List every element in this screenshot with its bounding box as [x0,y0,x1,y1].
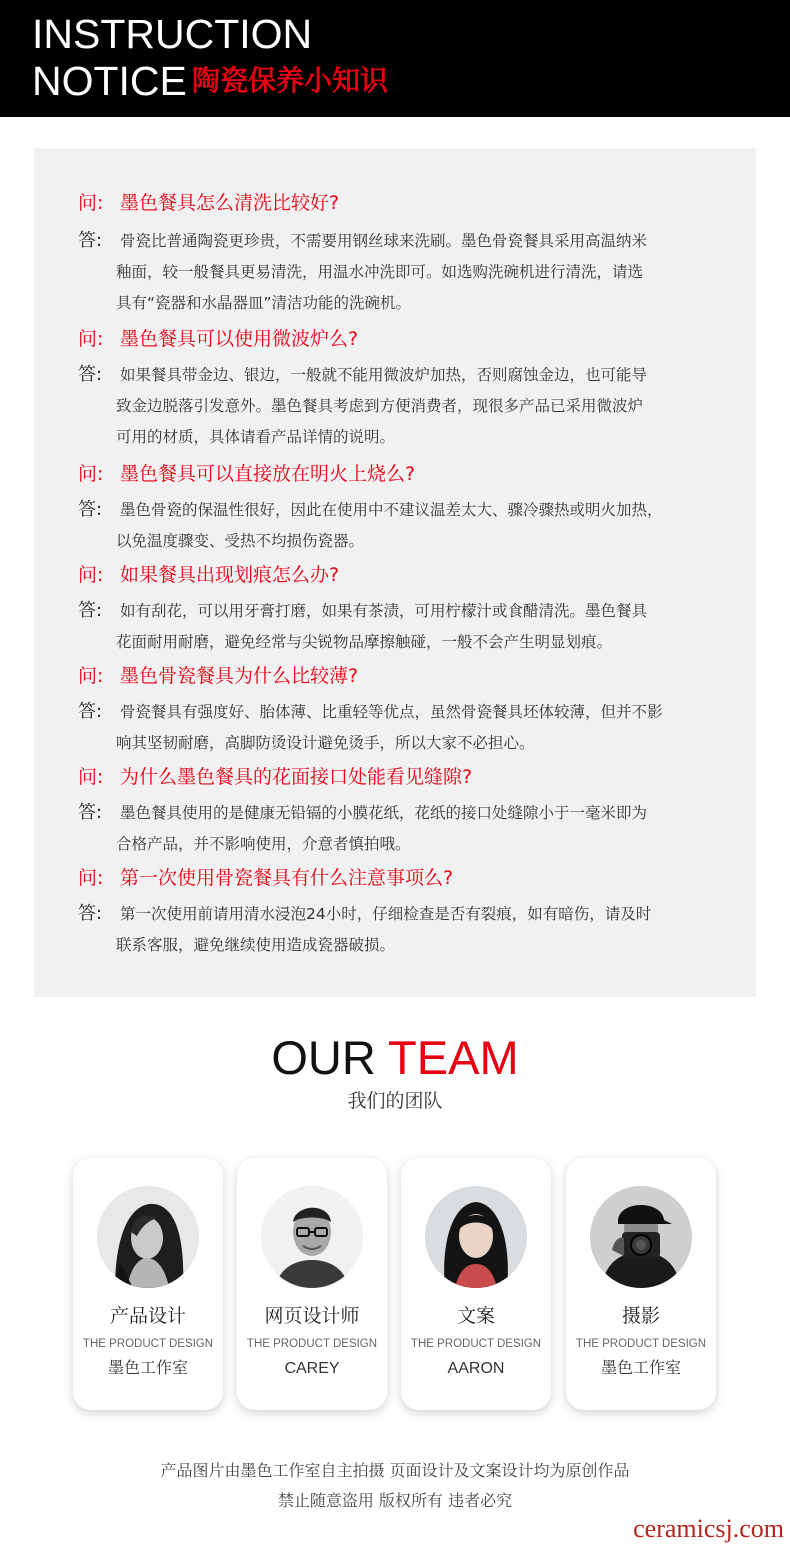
answer-line: 骨瓷餐具有强度好、胎体薄、比重轻等优点，虽然骨瓷餐具坯体较薄，但并不影 [120,703,663,721]
question-prefix: 问: [78,665,104,687]
footer-copyright-line2: 禁止随意盗用 版权所有 违者必究 [277,1491,513,1510]
question [78,562,339,588]
answer-line: 釉面，较一般餐具更易清洗，用温水冲洗即可。如选购洗碗机进行清洗，请选 [116,263,644,281]
member-role-en: THE PRODUCT DESIGN [575,1338,707,1350]
answer-text [116,697,720,759]
answer-prefix: 答: [78,903,103,924]
team-card [566,1158,716,1410]
answer-line: 响其坚韧耐磨，高脚防烫设计避免烫手，所以大家不必担心。 [116,734,535,752]
question [78,663,358,689]
question-prefix: 问: [78,192,104,214]
member-role: 产品设计 [109,1305,186,1327]
answer-text [116,596,720,658]
answer-prefix: 答: [78,600,103,621]
answer-line: 以免温度骤变、受热不均损伤瓷器。 [116,532,365,550]
member-role-en: THE PRODUCT DESIGN [82,1338,214,1350]
site-watermark: ceramicsj.com [633,1514,784,1543]
answer-prefix: 答: [78,701,103,722]
woman-portrait-avatar [97,1186,199,1288]
team-card [73,1158,223,1410]
team-title-black: OUR [271,1031,376,1084]
answer-text [116,226,720,319]
answer-line: 致金边脱落引发意外。墨色餐具考虑到方便消费者，现很多产品已采用微波炉 [116,397,644,415]
question [78,461,415,487]
member-name: AARON [447,1360,505,1377]
member-role-en: THE PRODUCT DESIGN [410,1338,542,1350]
answer-line: 第一次使用前请用清水浸泡24小时，仔细检查是否有裂痕，如有暗伤，请及时 [120,905,652,923]
team-title-red: TEAM [388,1031,519,1084]
answer-text [116,495,730,557]
question-text: 为什么墨色餐具的花面接口处能看见缝隙? [120,766,473,788]
member-role-en: THE PRODUCT DESIGN [246,1338,378,1350]
question [78,865,453,891]
answer-text [116,899,720,961]
team-title [0,1032,790,1084]
question [78,190,339,216]
answer-line: 如有刮花，可以用牙膏打磨，如果有茶渍，可用柠檬汁或食醋清洗。墨色餐具 [120,602,648,620]
answer-prefix: 答: [78,499,103,520]
answer-line: 墨色骨瓷的保温性很好，因此在使用中不建议温差太大、骤冷骤热或明火加热， [120,501,663,519]
member-name: CAREY [284,1360,340,1377]
question-prefix: 问: [78,766,104,788]
man-glasses-avatar [261,1186,363,1288]
answer-line: 可用的材质，具体请看产品详情的说明。 [116,428,396,446]
question-text: 墨色餐具可以直接放在明火上烧么? [120,463,416,485]
question-prefix: 问: [78,463,104,485]
answer-line: 花面耐用耐磨，避免经常与尖锐物品摩擦触碰，一般不会产生明显划痕。 [116,633,613,651]
answer-prefix: 答: [78,364,103,385]
girl-portrait-avatar [425,1186,527,1288]
question-text: 如果餐具出现划痕怎么办? [120,564,340,586]
question-text: 墨色骨瓷餐具为什么比较薄? [120,665,359,687]
question-prefix: 问: [78,867,104,889]
answer-text [116,798,720,860]
question-text: 墨色餐具可以使用微波炉么? [120,328,359,350]
header-title-cn: 陶瓷保养小知识 [192,64,389,97]
answer-line: 具有“瓷器和水晶器皿”清洁功能的洗碗机。 [116,294,412,312]
answer-prefix: 答: [78,230,103,251]
answer-line: 如果餐具带金边、银边，一般就不能用微波炉加热，否则腐蚀金边，也可能导 [120,366,648,384]
header-title-line2: NOTICE [32,58,187,104]
team-subtitle: 我们的团队 [347,1090,443,1112]
photographer-camera-avatar [590,1186,692,1288]
member-role: 网页设计师 [264,1305,360,1327]
team-card [401,1158,551,1410]
team-card [237,1158,387,1410]
question-text: 第一次使用骨瓷餐具有什么注意事项么? [120,867,454,889]
member-role: 摄影 [621,1305,660,1327]
question-text: 墨色餐具怎么清洗比较好? [120,192,340,214]
qa-panel [34,148,756,997]
answer-line: 墨色餐具使用的是健康无铅镉的小膜花纸，花纸的接口处缝隙小于一毫米即为 [120,804,648,822]
question-prefix: 问: [78,564,104,586]
answer-text [116,360,720,453]
question-prefix: 问: [78,328,104,350]
header-title-line1: INSTRUCTION [32,11,313,57]
question [78,764,472,790]
header-banner [0,0,790,117]
question [78,326,358,352]
answer-prefix: 答: [78,802,103,823]
member-name: 墨色工作室 [600,1360,681,1377]
answer-line: 合格产品，并不影响使用，介意者慎拍哦。 [116,835,411,853]
member-name: 墨色工作室 [107,1360,188,1377]
footer-copyright-line1: 产品图片由墨色工作室自主拍摄 页面设计及文案设计均为原创作品 [160,1461,630,1480]
member-role: 文案 [456,1305,495,1327]
answer-line: 骨瓷比普通陶瓷更珍贵，不需要用钢丝球来洗刷。墨色骨瓷餐具采用高温纳米 [120,232,648,250]
answer-line: 联系客服，避免继续使用造成瓷器破损。 [116,936,396,954]
